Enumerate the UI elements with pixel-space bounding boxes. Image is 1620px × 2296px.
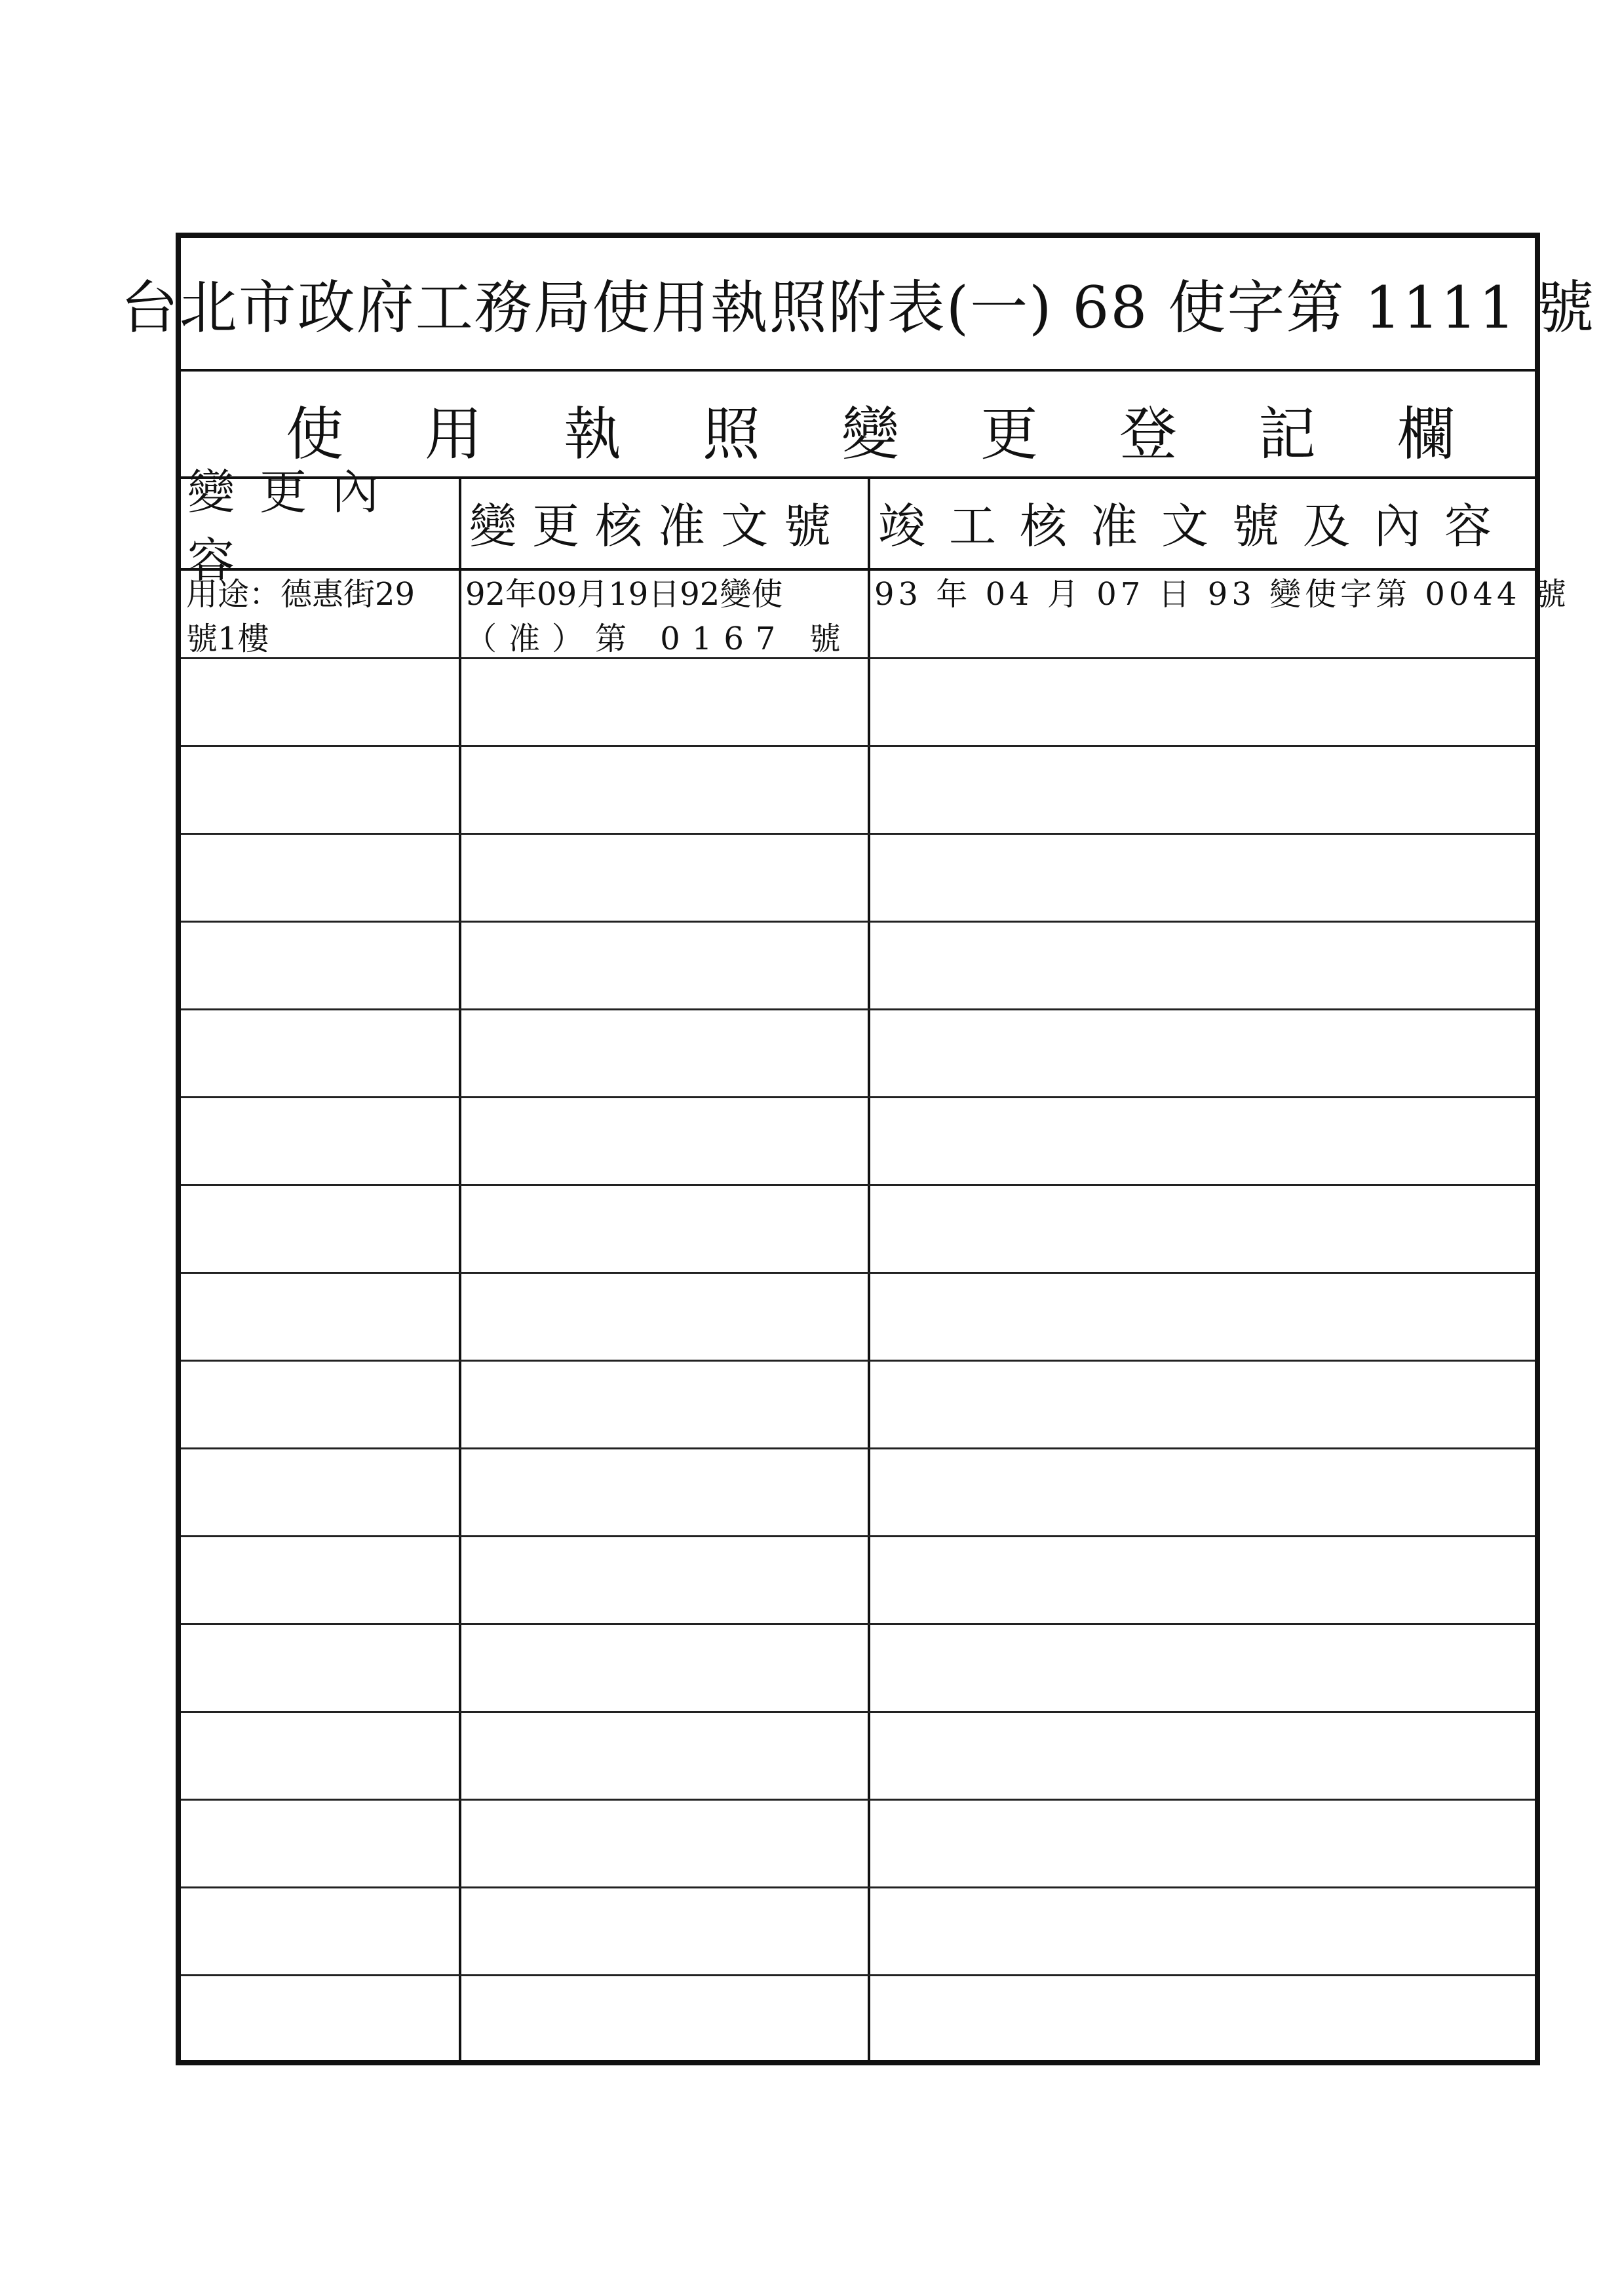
header-change-content xyxy=(181,465,460,588)
subtitle-char: 用 xyxy=(425,400,483,468)
row-divider xyxy=(181,1184,1535,1186)
entry-content-line: 用途：德惠街29 xyxy=(186,576,415,613)
entry-completion-line: 93 年 04 月 07 日 93 變使字第 0044 號 xyxy=(874,576,1570,613)
subtitle-char: 更 xyxy=(980,400,1039,468)
header-label: 變更內容 xyxy=(187,465,404,588)
license-form xyxy=(120,233,1596,2065)
entry-approval xyxy=(465,572,864,661)
entry-approval-line: 92年09月19日92變使 xyxy=(465,576,783,613)
row-divider xyxy=(181,921,1535,923)
subtitle-char: 執 xyxy=(564,400,622,468)
entry-completion xyxy=(874,572,1570,617)
row-divider xyxy=(181,1447,1535,1449)
row-divider xyxy=(181,657,1535,659)
row-divider xyxy=(181,1974,1535,1976)
column-divider xyxy=(868,476,870,2065)
entry-content-line: 號1樓 xyxy=(186,621,269,657)
subtitle-char: 登 xyxy=(1119,400,1178,468)
entry-approval-line: （准）第 0167 號 xyxy=(465,621,853,657)
header-label: 變更核准文號 xyxy=(469,499,847,554)
row-divider xyxy=(181,1711,1535,1713)
subtitle-char: 欄 xyxy=(1397,400,1456,468)
header-change-approval xyxy=(463,476,869,568)
row-divider xyxy=(181,1360,1535,1362)
row-divider xyxy=(181,1799,1535,1801)
row-divider xyxy=(181,1272,1535,1274)
row-divider xyxy=(181,745,1535,747)
column-divider xyxy=(459,476,461,2065)
row-divider xyxy=(181,1096,1535,1098)
subtitle-char: 使 xyxy=(286,400,344,468)
header-completion-approval xyxy=(872,476,1535,568)
form-title: 台北市政府工務局使用執照附表(一) 68 使字第 1111 號 xyxy=(120,274,1596,341)
subtitle-char: 變 xyxy=(841,400,900,468)
row-divider xyxy=(181,1623,1535,1625)
subtitle-char: 記 xyxy=(1258,400,1317,468)
row-divider xyxy=(181,833,1535,835)
subtitle-char: 照 xyxy=(703,400,761,468)
title-row xyxy=(120,238,1596,372)
header-label: 竣工核准文號及內容 xyxy=(878,499,1516,554)
row-divider xyxy=(181,1008,1535,1010)
row-divider xyxy=(181,1886,1535,1888)
entry-content xyxy=(186,572,415,661)
row-divider xyxy=(181,1535,1535,1537)
column-header-row xyxy=(181,465,1535,588)
